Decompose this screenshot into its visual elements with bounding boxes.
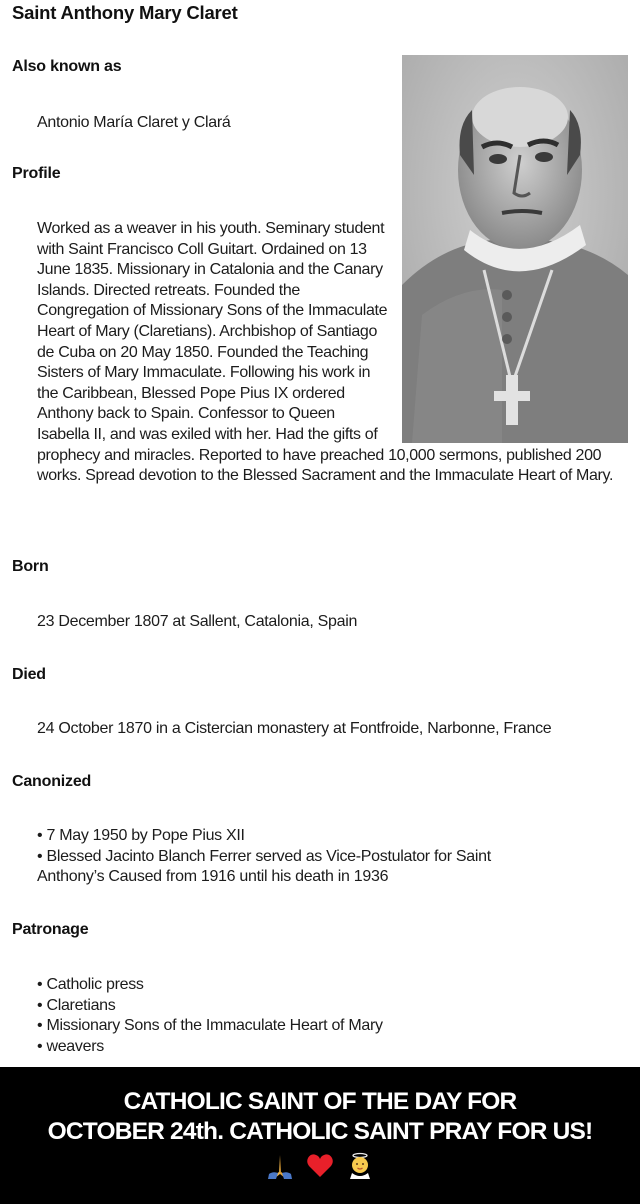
heading-canonized: Canonized [12,773,92,790]
heading-patronage: Patronage [12,921,89,938]
patronage-list [37,975,383,1057]
also-known-as-value: Antonio María Claret y Clará [37,114,231,131]
list-item: • Claretians [37,996,116,1014]
died-value: 24 October 1870 in a Cistercian monastery at Fontfroide, Narbonne, France [37,720,552,737]
banner-line-1: CATHOLIC SAINT OF THE DAY FOR [123,1088,517,1115]
page-title: Saint Anthony Mary Claret [12,2,238,23]
profile-text [37,219,627,487]
praying-hands-icon [266,1152,294,1180]
heading-born: Born [12,558,49,575]
profile-paragraph: Worked as a weaver in his youth. Seminary student with Saint Francisco Coll Guitart. Ordained on 13 June 1835. Missionary in Catalonia and the Canary Islands. Directed retreats. Founded the Congregation of Missionary Sons of the Immaculate Heart of Mary (Claretians). Archbishop of Santiago de Cuba on 20 May 1850. Founded the Teaching Sisters of Mary Immaculate. Following his work in the Caribbean, Blessed Pope Pius IX ordered Anthony back to Spain. Confessor to Queen Isabella II, and was exiled with her. Had the gifts of prophecy and miracles. Reported to have preached 10,000 sermons, published 200 works. Spread devotion to the Blessed Sacrament and the Immaculate Heart of Mary. [37,220,614,485]
caption-banner [0,1067,640,1204]
list-item: • Catholic press [37,976,144,993]
emoji-row [0,1152,640,1182]
heading-died: Died [12,666,46,683]
list-item: • Blessed Jacinto Blanch Ferrer served as Vice-Postulator for Saint [37,847,491,865]
list-item: • Missionary Sons of the Immaculate Heart of Mary [37,1017,383,1034]
heading-profile: Profile [12,165,61,182]
list-item: • 7 May 1950 by Pope Pius XII [37,827,245,844]
banner-line-2: OCTOBER 24th. CATHOLIC SAINT PRAY FOR US! [47,1118,593,1145]
heading-also-known-as: Also known as [12,58,122,75]
list-item: Anthony’s Caused from 1916 until his death in 1936 [37,868,389,885]
canonized-list [37,826,491,888]
red-heart-icon [306,1152,334,1180]
born-value: 23 December 1807 at Sallent, Catalonia, Spain [37,613,358,630]
list-item: • weavers [37,1037,104,1055]
baby-angel-icon [346,1152,374,1180]
